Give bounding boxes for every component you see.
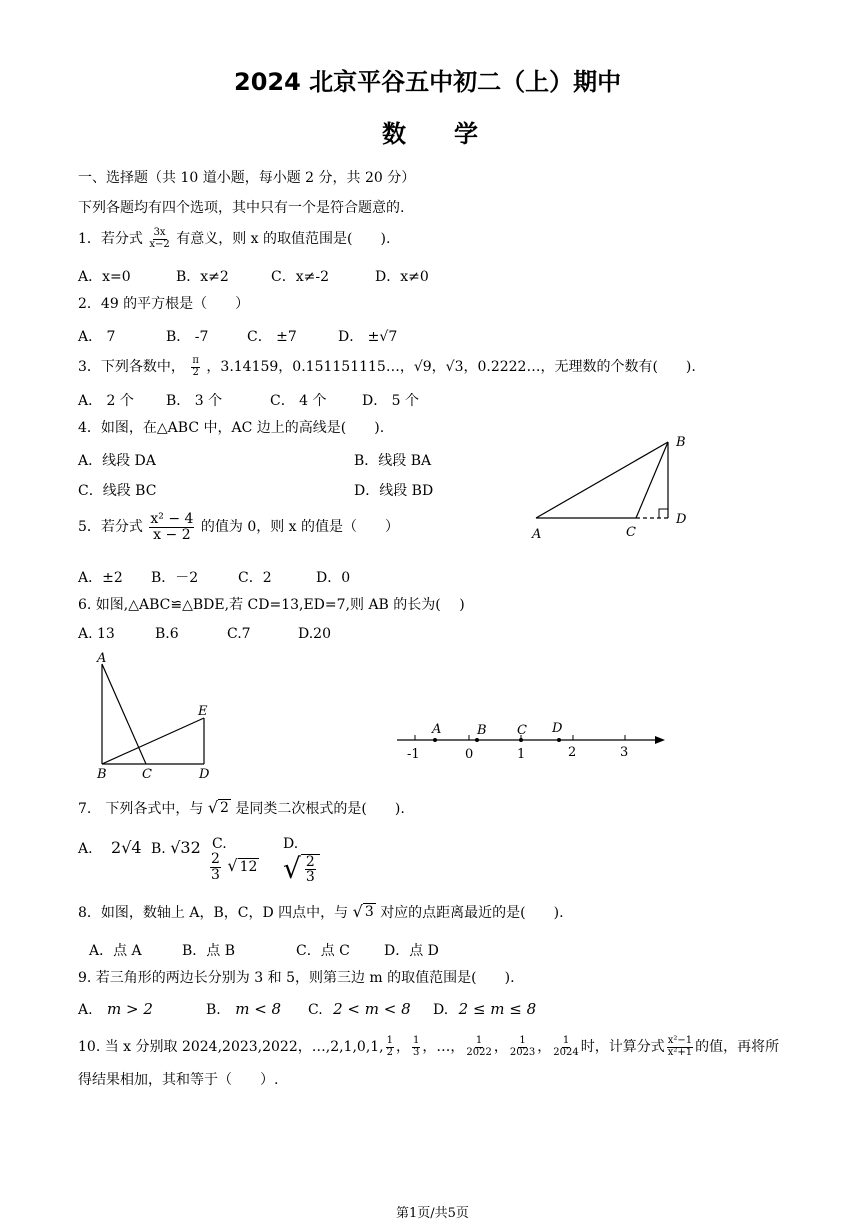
q7-option-c-num: 2 xyxy=(211,851,220,867)
q8-sqrt3: √ 3 xyxy=(352,902,374,921)
q4-right-angle-mark xyxy=(659,509,668,518)
q9-option-c-expr: 2 < m < 8 xyxy=(333,1000,411,1018)
q3-option-d[interactable]: D． 5 个 xyxy=(362,393,420,409)
tick-label-neg1: -1 xyxy=(407,747,420,762)
q9-option-b-expr: m < 8 xyxy=(235,1000,282,1018)
q6-option-c[interactable]: C.7 xyxy=(227,626,251,642)
q10-line2: 得结果相加，其和等于（ ）. xyxy=(78,1072,279,1088)
tick-label-0: 0 xyxy=(465,747,474,762)
q4-label-c: C xyxy=(626,525,636,540)
q3-stem xyxy=(78,356,696,378)
q10-big-frac-den: x²+1 xyxy=(667,1046,693,1058)
q1-option-a[interactable]: A．x=0 xyxy=(78,269,131,285)
q2-option-a[interactable]: A． 7 xyxy=(78,329,116,345)
q7-stem-post: 是同类二次根式的是( ). xyxy=(235,801,405,817)
q1-option-d[interactable]: D．x≠0 xyxy=(375,269,429,285)
q5-frac-den: x − 2 xyxy=(153,526,191,543)
tick-label-2: 2 xyxy=(568,745,577,760)
q10-stem: 10. 当 x 分别取 2024,2023,2022，…,2,1,0,1, $\frac{1}{2}$ ， $\frac{1}{3}$ ，…， $\frac{1}{2022}$ ， $\frac{1}{2023}$ ， $\frac{1}{2024}$ 时，计算分式 $\frac{\text{x²−1}}{\text{x²+1}}$ 的值，再将所 xyxy=(78,1035,780,1058)
q7-option-d-sqrt: √ $\frac{2}{3}$ xyxy=(283,852,320,885)
q3-pi-den: 2 xyxy=(192,366,199,378)
q10-frac-2024-num: 1 xyxy=(562,1035,570,1046)
q8-stem-pre: 8．如图，数轴上 A，B，C，D 四点中，与 xyxy=(78,905,349,921)
q2-option-c[interactable]: C． ±7 xyxy=(247,329,297,345)
q5-stem xyxy=(78,512,399,542)
q3-pi-num: π xyxy=(192,355,199,366)
q7-stem xyxy=(78,798,405,818)
q8-stem xyxy=(78,902,564,922)
q7-option-c-label: C. xyxy=(212,836,227,852)
q2-stem: 2．49 的平方根是（ ） xyxy=(78,296,250,312)
number-line-figure xyxy=(395,718,670,768)
q10-frac-half-den: 2 xyxy=(386,1046,394,1058)
q7-option-a-label: A. xyxy=(78,841,93,857)
q8-option-c[interactable]: C．点 C xyxy=(296,943,350,959)
q10-frac-2024 xyxy=(553,1036,578,1058)
q7-option-b[interactable] xyxy=(151,838,201,857)
q7-option-c-den: 3 xyxy=(211,866,220,883)
q7-option-b-label: B. xyxy=(151,841,166,857)
q10-frac-half-num: 1 xyxy=(386,1035,394,1046)
q10-frac-2023 xyxy=(510,1036,535,1058)
page-title: 2024 北京平谷五中初二（上）期中 xyxy=(234,68,622,96)
q4-option-d[interactable]: D．线段 BD xyxy=(354,483,434,499)
q4-option-a[interactable]: A．线段 DA xyxy=(78,453,156,469)
q7-option-c-frac xyxy=(210,852,221,882)
q10-stem-b: 时，计算分式 xyxy=(580,1039,665,1055)
q2-option-d[interactable]: D． ±√7 xyxy=(338,329,398,345)
q5-option-b[interactable]: B．－2 xyxy=(151,570,199,586)
q7-option-c-sqrt: √ 12 xyxy=(227,856,258,876)
q4-label-a: A xyxy=(532,527,542,542)
q7-option-d-num: 2 xyxy=(305,853,315,870)
q6-option-b[interactable]: B.6 xyxy=(155,626,179,642)
q4-option-b[interactable]: B．线段 BA xyxy=(354,453,432,469)
q1-frac-num: 3x xyxy=(153,227,166,238)
q1-option-b[interactable]: B．x≠2 xyxy=(176,269,229,285)
section-heading: 一、选择题（共 10 道小题，每小题 2 分，共 20 分） xyxy=(78,170,416,186)
q6-label-d: D xyxy=(199,767,210,782)
point-label-d: D xyxy=(552,721,563,736)
q9-option-d-expr: 2 ≤ m ≤ 8 xyxy=(458,1000,537,1018)
q5-stem-pre: 5．若分式 xyxy=(78,519,143,536)
tick-label-3: 3 xyxy=(620,745,629,760)
q7-option-d-frac xyxy=(305,855,316,885)
point-b xyxy=(475,738,479,742)
q8-option-b[interactable]: B．点 B xyxy=(182,943,236,959)
point-d xyxy=(557,738,561,742)
q10-frac-third xyxy=(412,1036,420,1058)
point-label-b: B xyxy=(477,723,487,738)
q6-label-c: C xyxy=(142,767,152,782)
q9-stem: 9. 若三角形的两边长分别为 3 和 5，则第三边 m 的取值范围是( ). xyxy=(78,970,515,986)
q7-option-d-den: 3 xyxy=(305,869,315,886)
point-label-c: C xyxy=(517,723,527,738)
q6-label-e: E xyxy=(198,704,208,719)
q5-stem-post: 的值为 0，则 x 的值是（ ） xyxy=(200,519,400,536)
q1-stem-post: 有意义，则 x 的取值范围是( ). xyxy=(176,231,391,247)
q10-frac-2024-den: 2024 xyxy=(553,1046,579,1058)
q3-option-c[interactable]: C． 4 个 xyxy=(270,393,327,409)
q2-option-b[interactable]: B． -7 xyxy=(166,329,209,345)
q10-frac-2023-den: 2023 xyxy=(509,1046,536,1058)
q3-pi-fraction xyxy=(191,356,200,378)
tick-label-1: 1 xyxy=(517,747,526,762)
q8-option-d[interactable]: D．点 D xyxy=(384,943,439,959)
q5-option-a[interactable]: A．±2 xyxy=(78,570,123,586)
q9-option-d[interactable] xyxy=(433,1000,536,1018)
q7-option-c[interactable] xyxy=(212,836,259,882)
number-line-arrow xyxy=(655,736,665,744)
q9-option-c[interactable] xyxy=(308,1000,411,1018)
q7-option-b-expr: √32 xyxy=(170,838,201,857)
q6-label-a: A xyxy=(97,651,107,666)
q3-stem-post: ，3.14159，0.151151115…，√9，√3，0.2222…，无理数的个数有( ). xyxy=(206,359,696,375)
q10-frac-half xyxy=(386,1036,394,1058)
point-c xyxy=(519,738,523,742)
q5-option-d[interactable]: D．0 xyxy=(316,570,351,586)
q9-option-a-label: A. xyxy=(78,1002,93,1018)
q4-side-ab xyxy=(536,442,668,518)
q9-option-c-label: C. xyxy=(308,1002,323,1018)
q7-option-a-expr: 2√4 xyxy=(111,838,142,857)
q1-stem-pre: 1．若分式 xyxy=(78,231,143,247)
point-a xyxy=(433,738,437,742)
q7-option-d[interactable] xyxy=(283,836,320,885)
q10-stem-a: 10. 当 x 分别取 2024,2023,2022，…,2,1,0,1, xyxy=(78,1039,384,1055)
q4-stem: 4．如图，在△ABC 中，AC 边上的高线是( ). xyxy=(78,420,385,436)
q3-stem-pre: 3．下列各数中， xyxy=(78,359,185,375)
q6-option-a[interactable]: A. 13 xyxy=(78,626,115,642)
q1-fraction xyxy=(149,228,169,250)
q7-sqrt2: √ 2 xyxy=(207,798,229,817)
q4-label-b: B xyxy=(676,435,686,450)
q9-option-b-label: B. xyxy=(206,1002,221,1018)
point-label-a: A xyxy=(432,722,442,737)
q1-frac-den: x−2 xyxy=(149,238,170,250)
q6-label-b: B xyxy=(97,767,107,782)
q10-stem-c: 的值，再将所 xyxy=(695,1039,780,1055)
q4-option-c[interactable]: C．线段 BC xyxy=(78,483,157,499)
q3-option-a[interactable]: A． 2 个 xyxy=(78,393,134,409)
q9-option-a-expr: m > 2 xyxy=(107,1000,153,1018)
q7-option-d-label: D. xyxy=(283,836,299,852)
q4-triangle-figure xyxy=(528,428,708,548)
q7-stem-pre: 7. 下列各式中，与 xyxy=(78,801,204,817)
q6-side-ac xyxy=(102,664,146,764)
q1-stem xyxy=(78,228,390,250)
q10-big-frac-num: x²−1 xyxy=(667,1035,693,1046)
q10-frac-third-num: 1 xyxy=(413,1035,420,1046)
q10-frac-third-den: 3 xyxy=(413,1046,420,1058)
q5-frac-num: x² − 4 xyxy=(150,511,194,527)
q1-option-c[interactable]: C．x≠-2 xyxy=(271,269,329,285)
q10-big-frac xyxy=(667,1036,693,1058)
q3-option-b[interactable]: B． 3 个 xyxy=(166,393,223,409)
q6-triangles-figure xyxy=(90,650,230,785)
q10-frac-2022 xyxy=(466,1036,491,1058)
q6-stem: 6. 如图,△ABC≌△BDE,若 CD=13,ED=7,则 AB 的长为( ) xyxy=(78,597,465,613)
q10-frac-2023-num: 1 xyxy=(519,1035,526,1046)
q7-option-a[interactable] xyxy=(78,838,142,857)
q5-fraction xyxy=(149,512,194,542)
q9-option-d-label: D. xyxy=(433,1002,449,1018)
q7-option-c-rad: 12 xyxy=(239,859,258,876)
q4-label-d: D xyxy=(676,512,687,527)
q6-option-d[interactable]: D.20 xyxy=(298,626,331,642)
q4-side-bc xyxy=(636,442,668,518)
q9-option-b[interactable] xyxy=(206,1000,281,1018)
subject-title: 数 学 xyxy=(382,120,478,148)
q9-option-a[interactable] xyxy=(78,1000,153,1018)
page-footer: 第1页/共5页 xyxy=(396,1206,469,1221)
q6-side-be xyxy=(102,718,204,764)
section-instruction: 下列各题均有四个选项，其中只有一个是符合题意的. xyxy=(78,200,405,216)
q8-option-a[interactable]: A．点 A xyxy=(89,943,142,959)
q5-option-c[interactable]: C．2 xyxy=(238,570,272,586)
q10-frac-2022-den: 2022 xyxy=(466,1046,492,1058)
q8-stem-post: 对应的点距离最近的是( ). xyxy=(380,905,564,921)
q10-frac-2022-num: 1 xyxy=(475,1035,483,1046)
